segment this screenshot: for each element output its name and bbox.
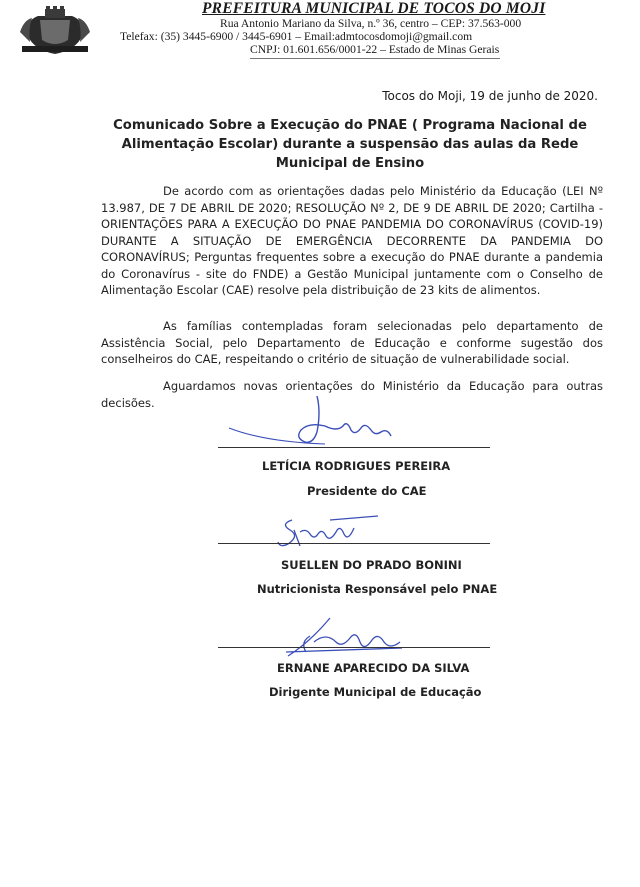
letterhead-divider bbox=[250, 58, 500, 59]
letterhead-address: Rua Antonio Mariano da Silva, n.º 36, centro – CEP: 37.563-000 bbox=[220, 17, 522, 30]
handwritten-signature-icon bbox=[280, 612, 410, 662]
body-paragraph: Aguardamos novas orientações do Ministério da Educação para outras decisões. bbox=[101, 379, 603, 410]
coat-of-arms-icon bbox=[18, 6, 92, 56]
document-date: Tocos do Moji, 19 de junho de 2020. bbox=[382, 89, 598, 103]
handwritten-signature-icon bbox=[225, 392, 405, 452]
signature-line bbox=[218, 647, 490, 648]
signatory-role: Presidente do CAE bbox=[307, 484, 427, 498]
signatory-name: SUELLEN DO PRADO BONINI bbox=[281, 558, 462, 572]
signatory-name: ERNANE APARECIDO DA SILVA bbox=[277, 661, 470, 675]
letterhead-contact: Telefax: (35) 3445-6900 / 3445-6901 – Email:admtocosdomoji@gmail.com bbox=[120, 30, 473, 43]
signature-line bbox=[218, 447, 490, 448]
signatory-name: LETÍCIA RODRIGUES PEREIRA bbox=[262, 459, 451, 473]
signatory-role: Dirigente Municipal de Educação bbox=[269, 685, 482, 699]
document-heading: Comunicado Sobre a Execução do PNAE ( Programa Nacional de Alimentação Escolar) durante a suspensão das aulas da Rede Municipal de Ensino bbox=[113, 118, 587, 171]
body-paragraph: De acordo com as orientações dadas pelo Ministério da Educação (LEI Nº 13.987, DE 7 DE ABRIL DE 2020; RESOLUÇÃO Nº 2, DE 9 DE ABRIL DE 2020; Cartilha - ORIENTAÇÕES PARA A EXECUÇÃO DO PNAE PANDEMIA DO CORONAVÍRUS (COVID-19) DURANTE A SITUAÇÃO DE EMERGÊNCIA DECORRENTE DA PANDEMIA DO CORONAVÍRUS; Perguntas frequentes sobre a execução do PNAE durante a pandemia do Coronavírus - site do FNDE) a Gestão Municipal juntamente com o Conselho de Alimentação Escolar (CAE) resolve pela distribuição de 23 kits de alimentos. bbox=[101, 184, 603, 297]
letterhead-cnpj: CNPJ: 01.601.656/0001-22 – Estado de Minas Gerais bbox=[250, 43, 500, 56]
signature-line bbox=[218, 543, 490, 544]
letterhead-title: PREFEITURA MUNICIPAL DE TOCOS DO MOJI bbox=[202, 0, 546, 17]
handwritten-signature-icon bbox=[270, 510, 380, 550]
body-paragraph: As famílias contempladas foram selecionadas pelo departamento de Assistência Social, pelo Departamento de Educação e conforme sugestão dos conselheiros do CAE, respeitando o critério de situação de vulnerabilidade social. bbox=[101, 319, 603, 366]
signatory-role: Nutricionista Responsável pelo PNAE bbox=[257, 582, 498, 596]
